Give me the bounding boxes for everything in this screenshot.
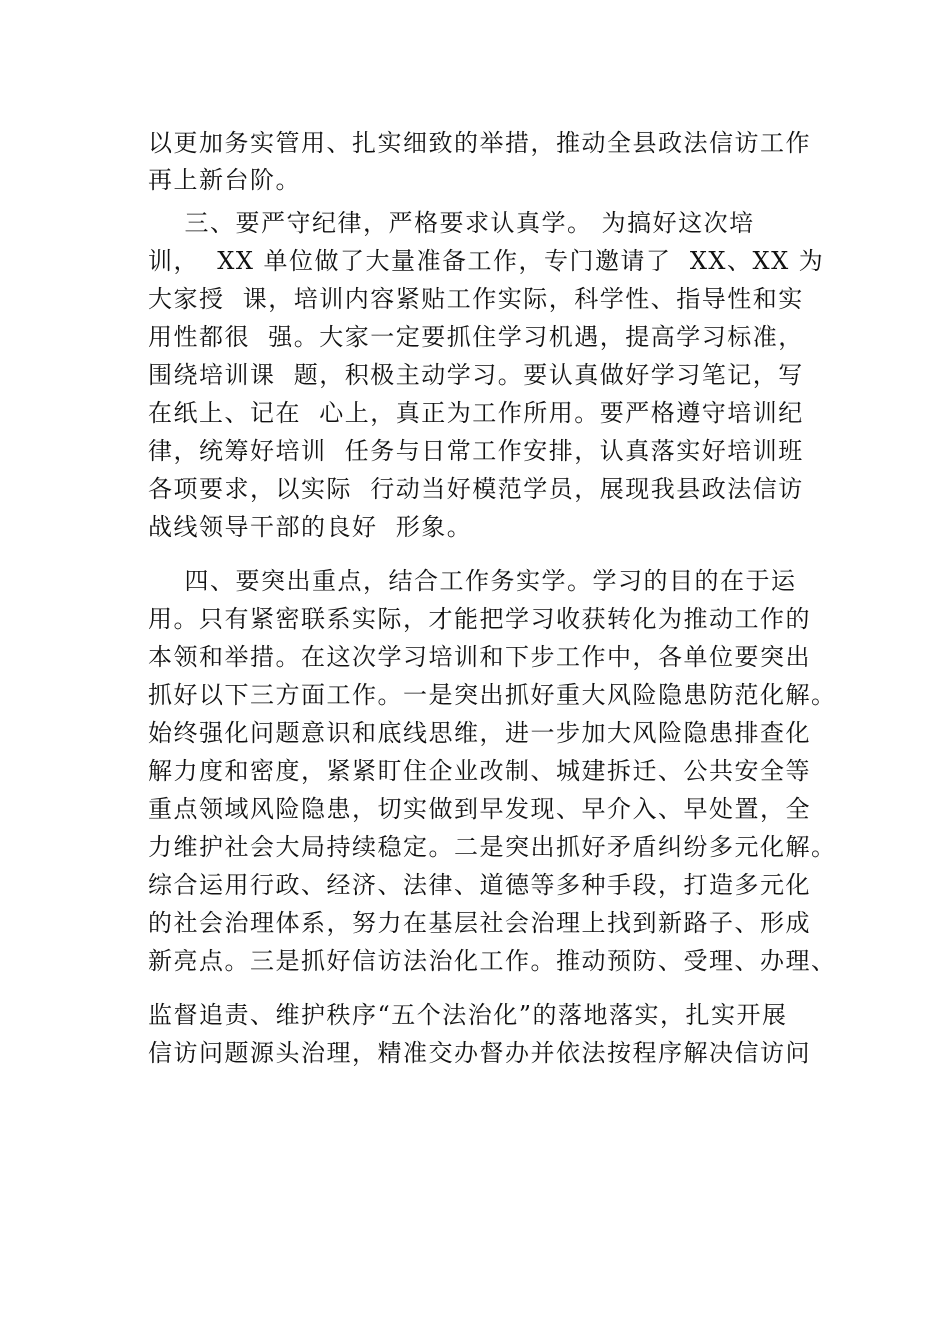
text-line-24: 信访问题源头治理，精准交办督办并依法按程序解决信访问 (148, 1039, 811, 1067)
text-line-23: 监督追责、维护秩序“五个法治化”的落地落实，扎实开展 (148, 1001, 788, 1029)
text-line-10: 各项要求，以实际 行动当好模范学员，展现我县政法信访 (148, 475, 804, 503)
text-line-22: 新亮点。三是抓好信访法治化工作。推动预防、受理、办理、 (148, 947, 837, 975)
text-line-18: 重点领域风险隐患，切实做到早发现、早介入、早处置，全 (148, 795, 811, 823)
text-line-8: 在纸上、记在 心上，真正为工作所用。要严格遵守培训纪 (148, 399, 804, 427)
text-line-7: 围绕培训课 题，积极主动学习。要认真做好学习笔记，写 (148, 361, 804, 389)
text-line-14: 本领和举措。在这次学习培训和下步工作中，各单位要突出 (148, 643, 811, 671)
text-line-21: 的社会治理体系，努力在基层社会治理上找到新路子、形成 (148, 909, 811, 937)
text-line-20: 综合运用行政、经济、法律、道德等多种手段，打造多元化 (148, 871, 811, 899)
text-line-16: 始终强化问题意识和底线思维，进一步加大风险隐患排查化 (148, 719, 811, 747)
text-line-19: 力维护社会大局持续稳定。二是突出抓好矛盾纠纷多元化解。 (148, 833, 837, 861)
text-line-13: 用。只有紧密联系实际，才能把学习收获转化为推动工作的 (148, 605, 811, 633)
text-line-3: 三、要严守纪律，严格要求认真学。 为搞好这次培 (148, 209, 755, 237)
text-line-2: 再上新台阶。 (148, 166, 301, 194)
text-line-6: 用性都很 强。大家一定要抓住学习机遇，提高学习标准， (148, 323, 804, 351)
text-line-12: 四、要突出重点，结合工作务实学。学习的目的在于运 (148, 567, 797, 595)
text-line-5: 大家授 课，培训内容紧贴工作实际，科学性、指导性和实 (148, 285, 804, 313)
text-line-11: 战线领导干部的良好 形象。 (148, 513, 473, 541)
text-line-1: 以更加务实管用、扎实细致的举措，推动全县政法信访工作 (148, 129, 811, 157)
text-line-4: 训， XX 单位做了大量准备工作，专门邀请了 XX、XX 为 (148, 247, 825, 275)
text-line-15: 抓好以下三方面工作。一是突出抓好重大风险隐患防范化解。 (148, 681, 837, 709)
text-line-17: 解力度和密度，紧紧盯住企业改制、城建拆迁、公共安全等 (148, 757, 811, 785)
text-line-9: 律，统筹好培训 任务与日常工作安排，认真落实好培训班 (148, 437, 804, 465)
